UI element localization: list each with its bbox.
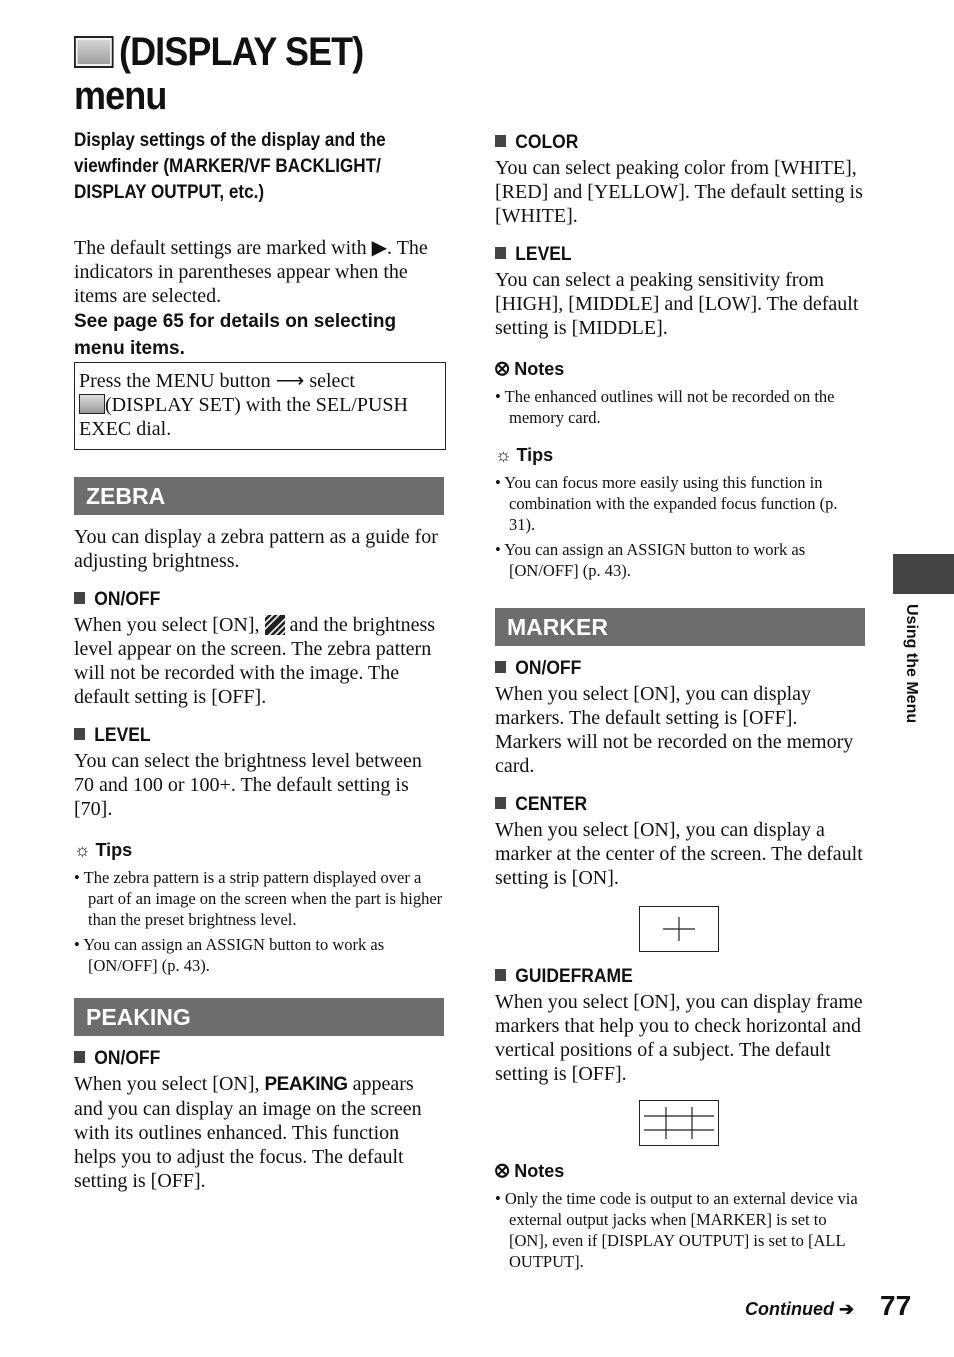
marker-center-text: When you select [ON], you can display a marker at the center of the screen. The default setting is [ON]. [495,819,863,889]
marker-heading: MARKER [495,608,865,646]
marker-onoff-text: When you select [ON], you can display markers. The default setting is [OFF]. Markers will not be recorded on the memory card. [495,683,854,777]
square-bullet-icon [495,247,506,259]
peaking-heading: PEAKING [74,998,444,1036]
marker-center-heading: CENTER [495,794,835,816]
marker-guideframe-text: When you select [ON], you can display frame markers that help you to check horizontal and vertical positions of a subject. The default setting is [OFF]. [495,991,863,1085]
peaking-color-text: You can select peaking color from [WHITE], [RED] and [YELLOW]. The default setting is [WHITE]. [495,157,863,227]
marker-notes-heading: ⭙ Notes [495,1161,565,1181]
lightbulb-icon: ☼ [495,445,512,465]
see-page-text: See page 65 for details on selecting menu items. [74,311,397,359]
list-item: • The zebra pattern is a strip pattern displayed over a part of an image on the screen when the part is higher than the preset brightness level. [74,868,443,929]
list-item: • The enhanced outlines will not be recorded on the memory card. [495,387,835,427]
guideframe-illustration [639,1100,719,1146]
zebra-icon [265,615,285,635]
peaking-indicator-icon: PEAKING [264,1074,348,1095]
display-set-icon [74,36,114,68]
zebra-onoff-text: When you select [ON], and the brightness level appear on the screen. The zebra pattern will not be recorded with the image. The default setting is [OFF]. [74,614,436,708]
display-set-small-icon [79,394,105,414]
arrow-right-icon: ➔ [839,1299,855,1319]
center-marker-illustration [639,906,719,952]
square-bullet-icon [74,592,85,604]
list-item: • You can assign an ASSIGN button to work as [ON/OFF] (p. 43). [495,540,806,580]
notes-icon: ⭙ [495,1161,510,1181]
peaking-section [74,998,444,1193]
center-crosshair-icon [640,907,718,951]
zebra-onoff-heading: ON/OFF [74,589,414,611]
peaking-level-heading: LEVEL [495,244,835,266]
zebra-level-heading: LEVEL [74,725,414,747]
zebra-section [74,477,444,976]
list-item: • You can assign an ASSIGN button to work as [ON/OFF] (p. 43). [74,935,385,975]
square-bullet-icon [495,661,506,673]
lightbulb-icon: ☼ [74,840,91,860]
peaking-tips-heading: ☼ Tips [495,445,554,465]
defaults-text: The default settings are marked with ▶. The indicators in parentheses appear when the items are selected. [74,237,428,307]
square-bullet-icon [495,135,506,147]
peaking-notes-heading: ⭙ Notes [495,359,565,379]
guideframe-grid-icon [640,1101,718,1145]
page-title: (DISPLAY SET) menu [74,30,364,118]
square-bullet-icon [495,969,506,981]
peaking-level-text: You can select a peaking sensitivity from [HIGH], [MIDDLE] and [LOW]. The default setting is [MIDDLE]. [495,269,859,339]
peaking-onoff-text: When you select [ON], PEAKING appears and you can display an image on the screen with its outlines enhanced. This function helps you to adjust the focus. The default setting is [OFF]. [74,1073,422,1192]
arrow-right-icon: ⟶ [275,370,305,392]
square-bullet-icon [495,797,506,809]
list-item: • Only the time code is output to an external device via external output jacks when [MARKER] is set to [ON], even if [DISPLAY OUTPUT] is set to [ALL OUTPUT]. [495,1189,858,1271]
notes-icon: ⭙ [495,359,510,379]
marker-guideframe-heading: GUIDEFRAME [495,966,835,988]
zebra-level-text: You can select the brightness level between 70 and 100 or 100+. The default setting is [70]. [74,750,422,820]
peaking-continued [495,132,865,581]
square-bullet-icon [74,1051,85,1063]
square-bullet-icon [74,728,85,740]
page-subtitle: Display settings of the display and the viewfinder (MARKER/VF BACKLIGHT/ DISPLAY OUTPUT, etc.) [74,130,386,203]
zebra-heading: ZEBRA [74,477,444,515]
page-number: 77 [880,1290,912,1321]
zebra-tips-heading: ☼ Tips [74,840,133,860]
peaking-notes-list [495,386,865,428]
list-item: • You can focus more easily using this function in combination with the expanded focus function (p. 31). [495,473,838,534]
zebra-intro: You can display a zebra pattern as a guide for adjusting brightness. [74,526,438,572]
continued-label: Continued ➔ [745,1299,855,1319]
peaking-tips-list [495,472,865,581]
peaking-color-heading: COLOR [495,132,835,154]
zebra-tips-list [74,867,444,976]
marker-onoff-heading: ON/OFF [495,658,835,680]
menu-instruction-box: Press the MENU button ⟶ select (DISPLAY SET) with the SEL/PUSH EXEC dial. [74,362,446,450]
marker-notes-list [495,1188,865,1272]
intro-block [74,236,444,362]
marker-section [495,608,865,1272]
peaking-onoff-heading: ON/OFF [74,1048,414,1070]
section-tab-label: Using the Menu [903,604,920,724]
section-tab-marker [893,554,954,594]
